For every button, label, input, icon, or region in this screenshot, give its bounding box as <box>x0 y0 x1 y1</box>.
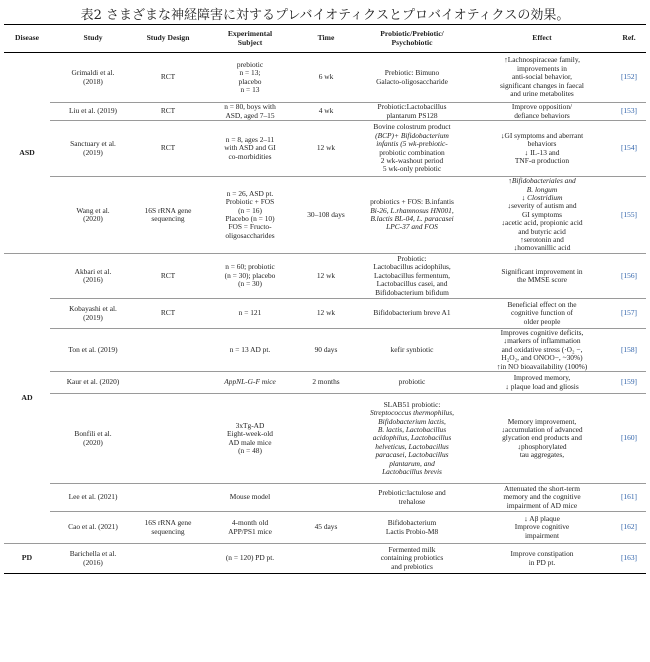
reference-link[interactable]: [162] <box>612 512 646 544</box>
study-line: (2018) <box>83 76 103 86</box>
bio-cell <box>352 394 472 484</box>
effect-line: improvements in <box>517 63 567 73</box>
effect-line: tau aggregates, <box>519 450 565 460</box>
effect-line: ↑Bifidobacteriales and <box>508 176 576 186</box>
bio-line: probiotics + FOS: B.infantis <box>370 197 454 207</box>
study-line: Wang et al. <box>76 205 110 215</box>
effect-line: significant changes in faecal <box>500 80 584 90</box>
subject-line: AppNL-G-F mice <box>224 377 276 387</box>
bio-line: Fermented milk <box>388 544 436 554</box>
subject-line: Placebo (n = 10) <box>225 214 275 223</box>
subject-cell <box>200 329 300 372</box>
disease-cell: PD <box>4 544 50 574</box>
header-bio-line1: Probiotic/Prebiotic/ <box>380 29 444 39</box>
study-cell <box>50 299 136 329</box>
design-cell <box>136 512 200 544</box>
bio-line: B.lactis BL-04, L. paracasei <box>370 214 454 223</box>
bio-line: helveticus, Lactobacillus <box>375 441 449 451</box>
design-cell <box>136 53 200 103</box>
study-cell <box>50 121 136 177</box>
study-line: (2020) <box>83 437 103 447</box>
study-cell <box>50 512 136 544</box>
header-design: Study Design <box>136 25 200 53</box>
design-line: sequencing <box>151 214 185 223</box>
effect-line: Improve opposition/ <box>511 102 573 112</box>
bio-line: Bovine colostrum product <box>373 122 451 132</box>
table-row <box>4 254 646 299</box>
bio-line: trehalose <box>398 496 426 506</box>
design-line: RCT <box>160 106 176 116</box>
reference-link[interactable]: [152] <box>612 53 646 103</box>
study-line: Cao et al. (2021) <box>68 522 118 532</box>
bio-line: SLAB51 probiotic: <box>383 399 441 409</box>
design-line: RCT <box>160 72 176 82</box>
bio-line: probiotic combination <box>379 147 445 157</box>
bio-line: 5 wk-only prebiotic <box>382 164 442 174</box>
time-line: 12 wk <box>316 143 336 153</box>
effect-line: ↓ IL-13 and <box>524 147 560 157</box>
reference-link[interactable]: [156] <box>612 254 646 299</box>
bio-line: Lactobacillus acidophilus, <box>373 262 451 272</box>
bio-cell <box>352 544 472 574</box>
bio-line: infantis (5 wk-prebiotic- <box>376 139 448 149</box>
effect-line: impairment of AD mice <box>506 500 578 510</box>
study-line: Bonfili et al. <box>74 429 112 439</box>
table-row <box>4 484 646 512</box>
effect-cell <box>472 254 612 299</box>
subject-line: 3xTg-AD <box>235 420 265 430</box>
subject-line: ASD, aged 7–15 <box>225 110 275 120</box>
design-cell <box>136 372 200 394</box>
effect-line: cognitive function of <box>511 308 573 318</box>
table-row <box>4 121 646 177</box>
subject-line: n = 8, ages 2–11 <box>225 134 275 144</box>
reference-link[interactable]: [157] <box>612 299 646 329</box>
study-line: Lee et al. (2021) <box>68 492 118 502</box>
design-cell <box>136 484 200 512</box>
effect-line: ↑serotonin and <box>520 235 564 245</box>
time-cell <box>300 329 352 372</box>
table-row <box>4 103 646 121</box>
bio-line: 2 wk-washout period <box>380 155 444 165</box>
table-row <box>4 544 646 574</box>
subject-line: prebiotic <box>236 59 264 69</box>
subject-line: Mouse model <box>229 492 271 502</box>
bio-cell <box>352 484 472 512</box>
header-bio-line2: Psychobiotic <box>391 37 433 47</box>
bio-line: Bifidobacterium <box>387 518 437 528</box>
bio-cell <box>352 53 472 103</box>
subject-line: co-morbidities <box>228 151 272 161</box>
effect-line: in PD pt. <box>528 557 556 567</box>
subject-cell <box>200 484 300 512</box>
reference-link[interactable]: [163] <box>612 544 646 574</box>
effect-line: Improved memory, <box>513 373 571 383</box>
effect-line: ↓accumulation of advanced <box>501 424 583 434</box>
design-line: RCT <box>160 143 176 153</box>
design-cell <box>136 544 200 574</box>
time-cell <box>300 177 352 254</box>
bio-cell <box>352 512 472 544</box>
subject-line: Probiotic + FOS <box>225 197 275 207</box>
reference-link[interactable]: [153] <box>612 103 646 121</box>
time-line: 2 months <box>312 377 340 387</box>
time-cell <box>300 394 352 484</box>
study-line: (2019) <box>83 147 103 157</box>
design-line: 16S rRNA gene <box>144 205 192 215</box>
disease-cell: AD <box>4 254 50 544</box>
time-cell <box>300 484 352 512</box>
effect-cell <box>472 512 612 544</box>
study-line: (2019) <box>83 312 103 322</box>
study-line: Sanctuary et al. <box>70 139 116 149</box>
study-cell <box>50 177 136 254</box>
bio-line: kefir synbiotic <box>390 344 434 354</box>
design-cell <box>136 299 200 329</box>
study-line: Kobayashi et al. <box>69 304 117 314</box>
effect-line: ↓homovanillic acid <box>513 243 571 253</box>
effect-line: ↓ Clostridium <box>521 192 563 202</box>
effect-cell <box>472 329 612 372</box>
effect-line: ↑in NO bioavailability (100%) <box>496 361 588 371</box>
subject-cell <box>200 121 300 177</box>
header-effect: Effect <box>472 25 612 53</box>
subject-cell <box>200 544 300 574</box>
subject-cell <box>200 372 300 394</box>
time-line: 12 wk <box>316 308 336 318</box>
study-line: Ton et al. (2019) <box>68 344 118 354</box>
effect-line: ↓GI symptoms and aberrant <box>500 130 584 140</box>
bio-line: acidophilus, Lactobacillus <box>372 433 452 443</box>
bio-line: Bi-26, L.rhamnosus HN001, <box>370 205 454 215</box>
bio-line: and prebiotics <box>391 561 433 571</box>
study-cell <box>50 544 136 574</box>
bio-line: probiotic <box>398 377 426 387</box>
bio-line: Lactis Probio-M8 <box>385 526 439 536</box>
effect-line: Improves cognitive deficits, <box>500 328 584 337</box>
effect-line: memory and the cognitive <box>503 492 581 502</box>
effect-cell <box>472 544 612 574</box>
bio-cell <box>352 329 472 372</box>
subject-line: placebo <box>238 76 262 86</box>
table-caption: 表2 さまざまな神経障害に対するプレバイオティクスとプロバイオティクスの効果。 <box>80 8 570 23</box>
study-line: (2016) <box>83 275 103 284</box>
study-line: (2020) <box>83 214 103 223</box>
effect-cell <box>472 394 612 484</box>
subject-line: APP/PS1 mice <box>228 526 272 536</box>
design-cell <box>136 121 200 177</box>
header-subject-line2: Subject <box>237 37 263 47</box>
bio-cell <box>352 254 472 299</box>
subject-line: (n = 30) <box>238 279 262 289</box>
effect-line: Memory improvement, <box>507 416 577 426</box>
study-cell <box>50 394 136 484</box>
bio-line: plantarum PS128 <box>386 110 438 120</box>
effect-line: ↓ Aβ plaque <box>524 513 560 523</box>
effect-line: Improve cognitive <box>514 522 570 532</box>
subject-cell <box>200 299 300 329</box>
bio-line: Probiotic: <box>397 253 427 263</box>
header-subject-line1: Experimental <box>227 29 273 39</box>
study-line: (2016) <box>83 557 103 567</box>
bio-line: Streptococcus thermophilus, <box>370 408 454 418</box>
effect-line: H₂O₂, and ONOO−, ~30%) <box>501 353 583 363</box>
subject-line: n = 13; <box>239 68 261 78</box>
effect-line: impairment <box>524 530 560 540</box>
effect-cell <box>472 103 612 121</box>
design-cell <box>136 394 200 484</box>
design-line: RCT <box>160 270 176 280</box>
table-row <box>4 512 646 544</box>
effect-line: behaviors <box>527 139 557 149</box>
bio-line: plantarum, and <box>389 458 435 468</box>
time-cell <box>300 103 352 121</box>
study-line: Kaur et al. (2020) <box>66 377 120 387</box>
reference-link[interactable]: [158] <box>612 329 646 372</box>
header-bio <box>352 25 472 53</box>
reference-link[interactable]: [154] <box>612 121 646 177</box>
effect-line: ↓severity of autism and <box>507 201 577 211</box>
subject-line: Eight-week-old <box>227 429 273 439</box>
time-line: 90 days <box>314 344 338 354</box>
bio-line: paracasei, Lactobacillus <box>375 450 449 460</box>
effect-cell <box>472 121 612 177</box>
bio-line: Lactobacillus casei, and <box>376 279 448 289</box>
effect-line: GI symptoms <box>521 209 563 219</box>
time-cell <box>300 53 352 103</box>
table-row <box>4 299 646 329</box>
reference-link[interactable]: [160] <box>612 394 646 484</box>
subject-line: with ASD and GI <box>224 143 276 153</box>
subject-line: (n = 16) <box>238 205 262 215</box>
design-cell <box>136 103 200 121</box>
effect-line: Attenuated the short-term <box>504 483 580 493</box>
effect-cell <box>472 299 612 329</box>
time-cell <box>300 372 352 394</box>
study-cell <box>50 103 136 121</box>
bio-line: containing probiotics <box>380 553 444 563</box>
time-line: 6 wk <box>318 72 334 82</box>
effect-line: Significant improvement in <box>501 266 583 276</box>
study-line: Barichella et al. <box>69 549 117 559</box>
subject-cell <box>200 103 300 121</box>
effect-cell <box>472 372 612 394</box>
reference-link[interactable]: [155] <box>612 177 646 254</box>
effect-cell <box>472 484 612 512</box>
subject-line: FOS = Fructo- <box>228 222 272 232</box>
bio-line: Bifidobacterium breve A1 <box>373 308 451 318</box>
subject-cell <box>200 254 300 299</box>
table-row <box>4 372 646 394</box>
effect-cell <box>472 177 612 254</box>
design-cell <box>136 177 200 254</box>
study-cell <box>50 329 136 372</box>
effect-line: Improve constipation <box>510 549 574 559</box>
subject-line: (n = 48) <box>238 445 262 455</box>
subject-cell <box>200 512 300 544</box>
effect-cell <box>472 53 612 103</box>
bio-cell <box>352 299 472 329</box>
subject-line: AD male mice <box>228 437 272 447</box>
time-line: 4 wk <box>318 106 334 116</box>
subject-cell <box>200 394 300 484</box>
effect-line: ↓markers of inflammation <box>503 336 581 346</box>
time-line: 12 wk <box>316 270 336 280</box>
time-cell <box>300 299 352 329</box>
time-cell <box>300 512 352 544</box>
effect-line: ↓ plaque load and gliosis <box>505 381 579 391</box>
disease-cell: ASD <box>4 53 50 254</box>
time-cell <box>300 254 352 299</box>
subject-line: oligosaccharides <box>225 230 275 240</box>
design-line: sequencing <box>151 526 185 536</box>
effect-line: anti-social behavior, <box>511 72 573 82</box>
bio-cell <box>352 121 472 177</box>
effect-line: and urine metabolites <box>510 89 574 99</box>
header-disease: Disease <box>4 25 50 53</box>
design-cell <box>136 329 200 372</box>
design-line: RCT <box>160 308 176 318</box>
study-cell <box>50 254 136 299</box>
effect-line: TNF-α production <box>514 155 570 165</box>
effect-line: older people <box>523 316 561 326</box>
subject-line: n = 13 <box>240 84 260 94</box>
bio-line: Prebiotic: Bimuno <box>384 68 440 78</box>
study-line: Liu et al. (2019) <box>68 106 118 116</box>
effect-line: B. longum <box>526 184 558 194</box>
table-body <box>4 53 646 574</box>
bio-cell <box>352 103 472 121</box>
header-study: Study <box>50 25 136 53</box>
subject-line: n = 121 <box>238 308 262 318</box>
header-ref: Ref. <box>612 25 646 53</box>
subject-line: n = 80, boys with <box>224 102 276 112</box>
effects-table <box>4 24 646 574</box>
table-row <box>4 329 646 372</box>
effect-line: and butyric acid <box>518 226 566 236</box>
study-cell <box>50 53 136 103</box>
effect-line: Beneficial effect on the <box>507 299 577 309</box>
header-row <box>4 25 646 53</box>
table-row <box>4 394 646 484</box>
bio-line: Probiotic:Lactobacillus <box>377 102 447 112</box>
effect-line: ↑Lachnospiraceae family, <box>504 55 580 65</box>
bio-cell <box>352 372 472 394</box>
reference-link[interactable]: [159] <box>612 372 646 394</box>
subject-line: (n = 120) PD pt. <box>225 553 275 563</box>
effect-line: ↓phosphorylated <box>517 441 567 451</box>
table-row <box>4 177 646 254</box>
study-cell <box>50 372 136 394</box>
bio-line: Lactobacillus brevis <box>382 466 442 476</box>
header-subject <box>200 25 300 53</box>
bio-line: LPC-37 and FOS <box>386 222 438 232</box>
time-line: 30–108 days <box>307 209 345 219</box>
bio-line: Bifidobacterium lactis, <box>378 416 446 426</box>
effect-line: defiance behaviors <box>514 110 570 120</box>
bio-line: (BCP)+ Bifidobacterium <box>375 130 449 140</box>
reference-link[interactable]: [161] <box>612 484 646 512</box>
study-line: Grimaldi et al. <box>71 68 115 78</box>
design-line: 16S rRNA gene <box>144 518 192 528</box>
subject-line: (n = 30); placebo <box>224 270 276 280</box>
subject-line: n = 13 AD pt. <box>229 344 271 354</box>
subject-line: n = 26, ASD pt. <box>226 188 274 198</box>
subject-cell <box>200 53 300 103</box>
header-time: Time <box>300 25 352 53</box>
time-line: 45 days <box>314 522 338 532</box>
study-line: Akbari et al. <box>74 266 112 276</box>
bio-line: Prebiotic:lactulose and <box>378 488 446 498</box>
effect-line: the MMSE score <box>516 275 568 284</box>
bio-line: B. lactis, Lactobacillus <box>377 424 447 434</box>
bio-line: Lactobacillus fermentum, <box>374 270 450 280</box>
subject-line: n = 60; probiotic <box>225 262 275 272</box>
effect-line: glycation end products and <box>502 433 582 443</box>
bio-line: Bifidobacterium bifidum <box>375 287 449 297</box>
subject-cell <box>200 177 300 254</box>
study-cell <box>50 484 136 512</box>
effect-line: ↓acetic acid, propionic acid <box>501 218 583 228</box>
time-cell <box>300 121 352 177</box>
bio-line: Galacto-oligosaccharide <box>376 76 448 86</box>
bio-cell <box>352 177 472 254</box>
design-cell <box>136 254 200 299</box>
table-row <box>4 53 646 103</box>
effect-line: and oxidative stress (·O₂ −, <box>501 344 583 354</box>
time-cell <box>300 544 352 574</box>
subject-line: 4-month old <box>231 518 269 528</box>
